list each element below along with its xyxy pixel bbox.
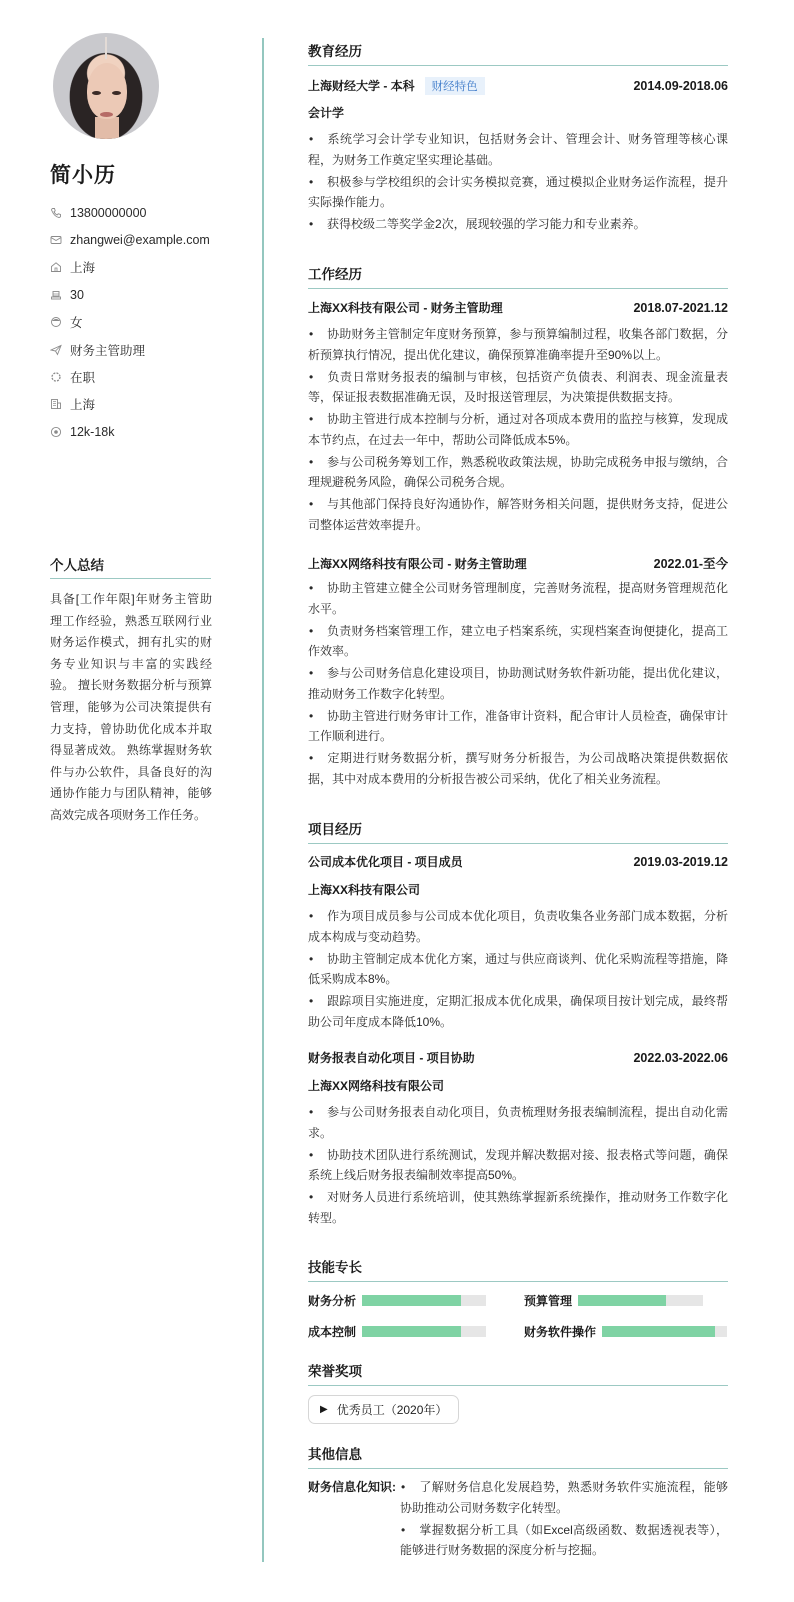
education-bullets xyxy=(308,129,728,236)
summary-heading: 个人总结 xyxy=(50,554,211,579)
gender-icon xyxy=(50,316,62,328)
work-row-head-2 xyxy=(308,554,728,572)
work-company-2: 上海XX网络科技有限公司 - 财务主管助理 xyxy=(308,556,527,571)
skill-budget-management xyxy=(524,1292,703,1309)
award-label: 优秀员工（2020年） xyxy=(336,1403,448,1417)
list-item: • 负责财务档案管理工作，建立电子档案系统，实现档案查询便捷化，提高工作效率。 xyxy=(308,621,728,662)
candidate-name: 简小历 xyxy=(50,164,116,187)
list-item: • 积极参与学校组织的会计实务模拟竞赛，通过模拟企业财务运作流程，提升实际操作能力。 xyxy=(308,172,728,213)
list-item: • 协助主管进行财务审计工作，准备审计资料，配合审计人员检查，确保审计工作顺利进行。 xyxy=(308,706,728,747)
list-item: • 与其他部门保持良好沟通协作，解答财务相关问题，提供财务支持，促进公司整体运营效率提升。 xyxy=(308,494,728,535)
info-city xyxy=(50,391,250,418)
info-status xyxy=(50,363,250,390)
position-value: 财务主管助理 xyxy=(70,343,146,358)
skill-cost-control xyxy=(308,1323,486,1340)
info-salary xyxy=(50,418,250,445)
skill-bar xyxy=(578,1295,703,1306)
school-name: 上海财经大学 - 本科 xyxy=(308,79,415,93)
project-date-2: 2022.03-2022.06 xyxy=(633,1050,728,1065)
work-date-2: 2022.01-至今 xyxy=(653,557,728,571)
project-row-head-2 xyxy=(308,1049,728,1066)
skill-bar-fill xyxy=(578,1295,666,1306)
list-item: • 对财务人员进行系统培训，使其熟练掌握新系统操作，推动财务工作数字化转型。 xyxy=(308,1187,728,1228)
avatar xyxy=(53,33,159,139)
info-email xyxy=(50,226,250,253)
school-badge: 财经特色 xyxy=(425,77,485,95)
list-item: • 参与公司财务信息化建设项目，协助测试财务软件新功能，提出优化建议，推动财务工作数字化转型。 xyxy=(308,663,728,704)
education-major: 会计学 xyxy=(308,106,345,120)
work-bullets-1 xyxy=(308,324,728,537)
education-heading: 教育经历 xyxy=(308,40,728,66)
work-company-1: 上海XX科技有限公司 - 财务主管助理 xyxy=(308,301,503,315)
info-age xyxy=(50,281,250,308)
home-icon xyxy=(50,261,62,273)
award-toggle[interactable] xyxy=(308,1395,459,1424)
mail-icon xyxy=(50,234,62,246)
project-row-head-1 xyxy=(308,853,728,870)
info-phone xyxy=(50,199,250,226)
list-item: • 定期进行财务数据分析，撰写财务分析报告，为公司战略决策提供数据依据，其中对成本费用的分析报告被公司采纳，优化了相关业务流程。 xyxy=(308,748,728,789)
project-date-1: 2019.03-2019.12 xyxy=(633,854,728,869)
project-name-2: 财务报表自动化项目 - 项目协助 xyxy=(308,1051,475,1065)
building-icon xyxy=(50,398,62,410)
other-heading: 其他信息 xyxy=(308,1443,728,1469)
work-row-head-1 xyxy=(308,299,728,316)
skills-heading: 技能专长 xyxy=(308,1256,728,1282)
skill-bar xyxy=(602,1326,727,1337)
list-item: • 作为项目成员参与公司成本优化项目，负责收集各业务部门成本数据，分析成本构成与变动趋势。 xyxy=(308,906,728,947)
email-value: zhangwei@example.com xyxy=(70,233,210,248)
list-item: • 协助主管进行成本控制与分析，通过对各项成本费用的监控与核算，发现成本节约点，在过去一年中，帮助公司降低成本5%。 xyxy=(308,409,728,450)
project-bullets-1 xyxy=(308,906,728,1034)
project-name-1: 公司成本优化项目 - 项目成员 xyxy=(308,855,463,869)
city-value: 上海 xyxy=(70,398,96,413)
skill-label: 财务分析 xyxy=(308,1294,357,1308)
gender-value: 女 xyxy=(70,316,83,331)
list-item: • 跟踪项目实施进度，定期汇报成本优化成果，确保项目按计划完成，最终帮助公司年度成本降低10%。 xyxy=(308,991,728,1032)
status-icon xyxy=(50,371,62,383)
skill-bar-fill xyxy=(362,1326,461,1337)
list-item: • 协助主管制定成本优化方案，通过与供应商谈判、优化采购流程等措施，降低采购成本8%。 xyxy=(308,949,728,990)
list-item: • 负责日常财务报表的编制与审核，包括资产负债表、利润表、现金流量表等，保证报表数据准确无误，及时报送管理层，为决策提供数据支持。 xyxy=(308,367,728,408)
skill-bar xyxy=(362,1295,486,1306)
other-bullets xyxy=(400,1477,728,1563)
info-position xyxy=(50,336,250,363)
project-company-2: 上海XX网络科技有限公司 xyxy=(308,1079,445,1093)
project-bullets-2 xyxy=(308,1102,728,1230)
phone-icon xyxy=(50,207,62,219)
list-item: • 掌握数据分析工具（如Excel高级函数、数据透视表等），能够进行财务数据的深度分析与挖掘。 xyxy=(400,1520,728,1561)
skill-label: 财务软件操作 xyxy=(524,1325,597,1339)
phone-value: 13800000000 xyxy=(70,205,147,220)
work-heading: 工作经历 xyxy=(308,263,728,289)
list-item: • 获得校级二等奖学金2次，展现较强的学习能力和专业素养。 xyxy=(308,214,728,235)
info-gender xyxy=(50,309,250,336)
age-value: 30 xyxy=(70,287,84,302)
other-label: 财务信息化知识: xyxy=(308,1480,396,1494)
list-item: • 协助财务主管制定年度财务预算，参与预算编制过程，收集各部门数据，分析预算执行情况，提出优化建议，确保预算准确率提升至90%以上。 xyxy=(308,324,728,365)
work-date-1: 2018.07-2021.12 xyxy=(633,300,728,315)
list-item: • 协助主管建立健全公司财务管理制度，完善财务流程，提高财务管理规范化水平。 xyxy=(308,578,728,619)
age-icon xyxy=(50,289,62,301)
summary-text: 具备[工作年限]年财务主管助理工作经验，熟悉互联网行业财务运作模式，拥有扎实的财务专业知识与丰富的实践经验。 擅长财务数据分析与预算管理，能够为公司决策提供有力支持，曾协助优化成本并取得显著成效。 熟练掌握财务软件与办公软件，具备良好的沟通协作能力与团队精神，能够高效完成各项财务工作任务。 xyxy=(50,592,212,822)
skill-bar xyxy=(362,1326,486,1337)
work-bullets-2 xyxy=(308,578,728,791)
skill-financial-software xyxy=(524,1323,727,1340)
salary-value: 12k-18k xyxy=(70,424,115,439)
list-item: • 参与公司财务报表自动化项目，负责梳理财务报表编制流程，提出自动化需求。 xyxy=(308,1102,728,1143)
skill-financial-analysis xyxy=(308,1292,486,1309)
list-item: • 协助技术团队进行系统测试，发现并解决数据对接、报表格式等问题，确保系统上线后财务报表编制效率提高50%。 xyxy=(308,1145,728,1186)
list-item: • 了解财务信息化发展趋势，熟悉财务软件实施流程，能够协助推动公司财务数字化转型。 xyxy=(400,1477,728,1518)
info-location xyxy=(50,254,250,281)
send-icon xyxy=(50,344,62,356)
projects-heading: 项目经历 xyxy=(308,818,728,844)
list-item: • 系统学习会计学专业知识，包括财务会计、管理会计、财务管理等核心课程，为财务工作奠定坚实理论基础。 xyxy=(308,129,728,170)
salary-icon xyxy=(50,426,62,438)
contact-info-list xyxy=(50,199,250,446)
education-date: 2014.09-2018.06 xyxy=(633,79,728,93)
status-value: 在职 xyxy=(70,371,96,386)
education-row-head xyxy=(308,77,728,95)
awards-heading: 荣誉奖项 xyxy=(308,1360,728,1386)
project-company-1: 上海XX科技有限公司 xyxy=(308,883,421,897)
location-value: 上海 xyxy=(70,261,96,276)
column-divider xyxy=(262,38,264,1562)
skill-label: 成本控制 xyxy=(308,1325,357,1339)
skill-label: 预算管理 xyxy=(524,1294,573,1308)
expand-triangle-icon: ▶ xyxy=(320,1404,328,1415)
skill-bar-fill xyxy=(362,1295,461,1306)
skill-bar-fill xyxy=(602,1326,715,1337)
list-item: • 参与公司税务筹划工作，熟悉税收政策法规，协助完成税务申报与缴纳，合理规避税务风险，确保公司税务合规。 xyxy=(308,452,728,493)
